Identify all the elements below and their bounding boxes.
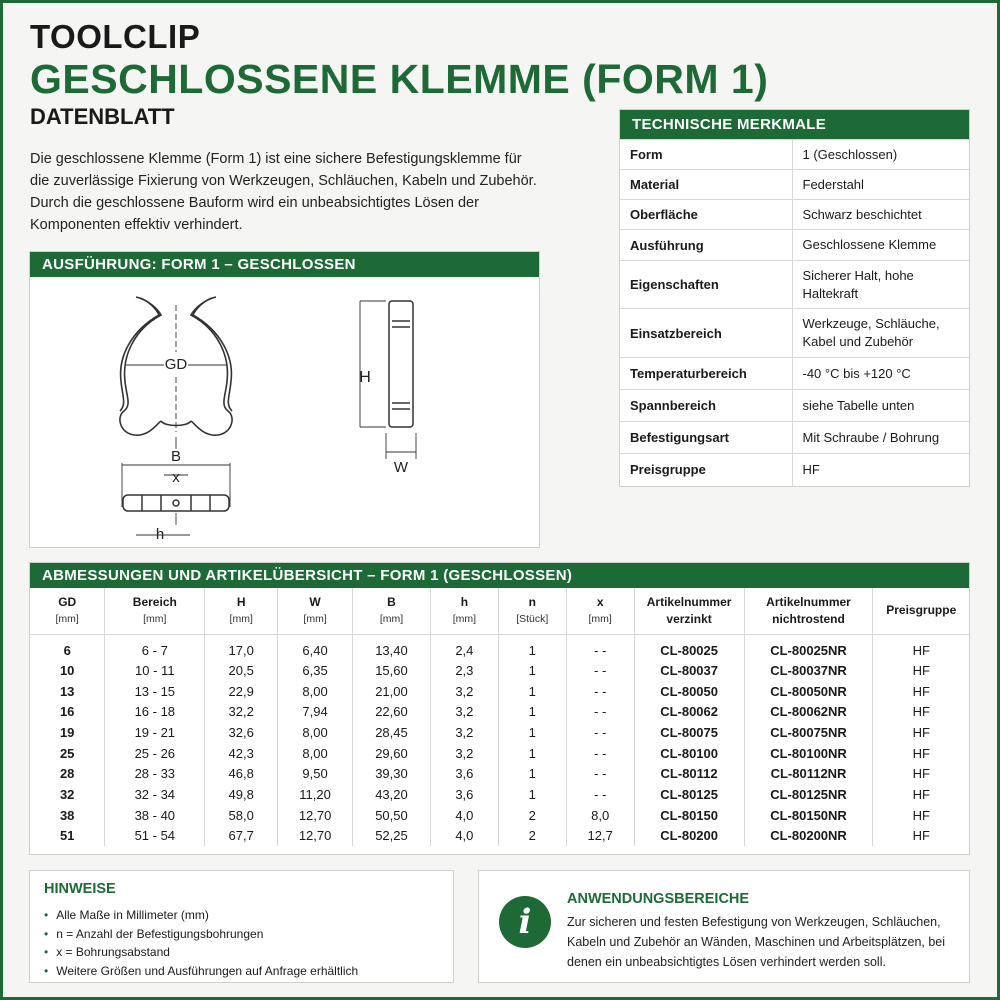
table-cell: 29,60: [353, 743, 431, 764]
table-cell: CL-80100NR: [744, 743, 873, 764]
table-cell: - -: [566, 701, 634, 722]
table-cell: - -: [566, 660, 634, 681]
tech-features-panel: [619, 109, 970, 487]
table-cell: - -: [566, 722, 634, 743]
table-cell: 3,2: [430, 681, 498, 702]
tech-row: [620, 230, 969, 261]
table-cell: HF: [873, 701, 969, 722]
table-cell: HF: [873, 660, 969, 681]
list-item: [44, 906, 358, 925]
table-cell: CL-80037NR: [744, 660, 873, 681]
column-unit: [mm]: [55, 612, 79, 625]
table-cell: 51: [59, 828, 75, 844]
table-row: [30, 634, 969, 660]
dimensions-heading: ABMESSUNGEN UND ARTIKELÜBERSICHT – FORM 1 (GESCHLOSSEN): [30, 563, 969, 588]
table-cell: 13,40: [353, 634, 431, 660]
table-cell: 2,4: [430, 634, 498, 660]
table-cell: CL-80062NR: [744, 701, 873, 722]
table-cell: HF: [873, 805, 969, 826]
table-cell: 10: [59, 662, 75, 678]
tech-key: Oberfläche: [620, 200, 792, 230]
tech-row: [620, 390, 969, 422]
column-header: [353, 588, 431, 634]
table-cell: 2: [498, 826, 566, 847]
label-width: W: [393, 459, 409, 476]
table-cell: CL-80112NR: [744, 763, 873, 784]
table-cell: 67,7: [205, 826, 278, 847]
tech-row: [620, 261, 969, 309]
notes-heading: HINWEISE: [44, 881, 116, 897]
table-cell: 6,35: [278, 660, 353, 681]
table-cell: 13: [59, 683, 75, 699]
table-cell: HF: [873, 826, 969, 847]
table-cell: - -: [566, 634, 634, 660]
clip-technical-drawing: [30, 277, 539, 547]
column-header: [430, 588, 498, 634]
table-row: [30, 722, 969, 743]
column-label: B: [387, 594, 396, 609]
column-label: Preisgruppe: [886, 603, 957, 618]
tech-row: [620, 422, 969, 454]
table-cell: 1: [498, 701, 566, 722]
table-cell: CL-80125: [634, 784, 744, 805]
tech-row: [620, 170, 969, 200]
page-title: GESCHLOSSENE KLEMME (FORM 1): [30, 56, 769, 102]
table-cell: 19: [59, 724, 75, 740]
table-cell: 1: [498, 722, 566, 743]
application-panel: [478, 870, 970, 983]
table-cell: 4,0: [430, 826, 498, 847]
table-cell: 28: [59, 766, 75, 782]
table-row: [30, 743, 969, 764]
table-cell: HF: [873, 634, 969, 660]
table-cell: CL-80200: [634, 826, 744, 847]
column-label: x: [596, 594, 604, 609]
tech-features-heading: TECHNISCHE MERKMALE: [620, 110, 969, 139]
table-cell: 38: [59, 807, 75, 823]
table-cell: CL-80062: [634, 701, 744, 722]
column-header: [744, 588, 873, 634]
tech-value: siehe Tabelle unten: [792, 390, 969, 422]
table-cell: CL-80200NR: [744, 826, 873, 847]
tech-key: Preisgruppe: [620, 454, 792, 486]
column-header: [30, 588, 105, 634]
column-header: [105, 588, 205, 634]
column-label: n: [528, 594, 536, 609]
table-cell: 4,0: [430, 805, 498, 826]
table-cell: CL-80150: [634, 805, 744, 826]
note-text: Weitere Größen und Ausführungen auf Anfrage erhältlich: [56, 963, 359, 978]
table-cell: CL-80075NR: [744, 722, 873, 743]
tech-value: HF: [792, 454, 969, 486]
table-cell: HF: [873, 784, 969, 805]
table-cell: 13 - 15: [105, 681, 205, 702]
column-header: [498, 588, 566, 634]
table-cell: HF: [873, 743, 969, 764]
column-label: Artikelnummer: [646, 594, 732, 609]
clip-side-view: [389, 301, 413, 427]
tech-value: Werkzeuge, Schläuche, Kabel und Zubehör: [792, 309, 969, 358]
table-cell: 49,8: [205, 784, 278, 805]
table-cell: 28,45: [353, 722, 431, 743]
tech-key: Ausführung: [620, 230, 792, 261]
column-unit: [Stück]: [516, 612, 549, 625]
table-cell: 10 - 11: [105, 660, 205, 681]
table-cell: 12,70: [278, 805, 353, 826]
clip-bottom-view: [123, 495, 229, 511]
column-label: Bereich: [132, 594, 177, 609]
tech-row: [620, 454, 969, 486]
table-cell: 3,6: [430, 784, 498, 805]
tech-row: [620, 358, 969, 390]
table-cell: 1: [498, 681, 566, 702]
note-text: n = Anzahl der Befestigungsbohrungen: [56, 926, 264, 941]
tech-value: Geschlossene Klemme: [792, 230, 969, 261]
table-cell: 9,50: [278, 763, 353, 784]
label-b: B: [170, 448, 182, 465]
table-row: [30, 805, 969, 826]
label-gd: GD: [164, 356, 188, 373]
table-cell: 1: [498, 784, 566, 805]
tech-key: Befestigungsart: [620, 422, 792, 454]
tech-value: 1 (Geschlossen): [792, 140, 969, 170]
table-cell: 6: [63, 642, 71, 658]
column-unit: nichtrostend: [772, 611, 845, 626]
table-cell: 11,20: [278, 784, 353, 805]
table-cell: 19 - 21: [105, 722, 205, 743]
column-unit: [mm]: [229, 612, 253, 625]
table-cell: 28 - 33: [105, 763, 205, 784]
table-cell: HF: [873, 681, 969, 702]
table-cell: 8,0: [566, 805, 634, 826]
table-cell: 3,6: [430, 763, 498, 784]
column-header: [205, 588, 278, 634]
tech-row: [620, 140, 969, 170]
table-cell: 32,6: [205, 722, 278, 743]
application-heading: ANWENDUNGSBEREICHE: [567, 891, 750, 907]
table-cell: CL-80050: [634, 681, 744, 702]
table-cell: 52,25: [353, 826, 431, 847]
table-cell: 39,30: [353, 763, 431, 784]
tech-key: Eigenschaften: [620, 261, 792, 309]
table-cell: CL-80025NR: [744, 634, 873, 660]
list-item: [44, 925, 358, 944]
table-cell: 15,60: [353, 660, 431, 681]
page-subtitle: DATENBLATT: [30, 104, 175, 129]
table-cell: 16 - 18: [105, 701, 205, 722]
table-cell: 6 - 7: [105, 634, 205, 660]
tech-features-table: [620, 139, 969, 486]
dimensions-panel: [29, 562, 970, 855]
column-unit: [mm]: [588, 612, 612, 625]
column-unit: [mm]: [452, 612, 477, 625]
table-cell: 12,7: [566, 826, 634, 847]
tech-value: Sicherer Halt, hohe Haltekraft: [792, 261, 969, 309]
table-cell: HF: [873, 763, 969, 784]
table-cell: CL-80100: [634, 743, 744, 764]
tech-key: Temperaturbereich: [620, 358, 792, 390]
table-cell: 16: [59, 704, 75, 720]
table-cell: 51 - 54: [105, 826, 205, 847]
column-unit: [mm]: [143, 612, 167, 625]
table-cell: CL-80125NR: [744, 784, 873, 805]
column-label: h: [460, 594, 469, 609]
table-cell: - -: [566, 743, 634, 764]
table-cell: HF: [873, 722, 969, 743]
table-cell: 43,20: [353, 784, 431, 805]
note-text: x = Bohrungsabstand: [56, 945, 170, 959]
table-row: [30, 660, 969, 681]
table-cell: CL-80025: [634, 634, 744, 660]
column-header: [278, 588, 353, 634]
tech-row: [620, 200, 969, 230]
notes-panel: [29, 870, 454, 983]
table-cell: - -: [566, 784, 634, 805]
table-cell: CL-80075: [634, 722, 744, 743]
table-row: [30, 681, 969, 702]
column-label: GD: [58, 594, 77, 609]
tech-value: Mit Schraube / Bohrung: [792, 422, 969, 454]
tech-key: Einsatzbereich: [620, 309, 792, 358]
tech-key: Spannbereich: [620, 390, 792, 422]
list-item: [44, 962, 358, 981]
table-row: [30, 784, 969, 805]
table-cell: 22,9: [205, 681, 278, 702]
tech-value: Schwarz beschichtet: [792, 200, 969, 230]
table-cell: 46,8: [205, 763, 278, 784]
tech-key: Form: [620, 140, 792, 170]
table-cell: 32,2: [205, 701, 278, 722]
table-cell: 6,40: [278, 634, 353, 660]
intro-text: Die geschlossene Klemme (Form 1) ist eine sichere Befestigungsklemme für die zuverlässige Fixierung von Werkzeugen, Schläuchen, Kabeln und Zubehör. Durch die geschlossene Bauform wird ein unbeabsichtigtes Lösen der Komponenten effektiv verhindert.: [30, 151, 537, 233]
note-text: Alle Maße in Millimeter (mm): [56, 908, 209, 922]
table-cell: 3,2: [430, 743, 498, 764]
column-header: [566, 588, 634, 634]
table-cell: - -: [566, 763, 634, 784]
tech-value: -40 °C bis +120 °C: [792, 358, 969, 390]
table-cell: 20,5: [205, 660, 278, 681]
table-cell: 8,00: [278, 722, 353, 743]
column-unit: verzinkt: [666, 611, 712, 626]
dimension-lines: [122, 301, 416, 535]
table-row: [30, 701, 969, 722]
table-cell: 7,94: [278, 701, 353, 722]
tech-row: [620, 309, 969, 358]
column-unit: [mm]: [379, 612, 404, 625]
table-cell: 32: [59, 786, 75, 802]
table-cell: 22,60: [353, 701, 431, 722]
table-cell: 3,2: [430, 701, 498, 722]
table-cell: CL-80050NR: [744, 681, 873, 702]
table-cell: 21,00: [353, 681, 431, 702]
column-header: [873, 588, 969, 634]
table-cell: 8,00: [278, 743, 353, 764]
brand-title: TOOLCLIP: [30, 18, 201, 55]
table-cell: 25 - 26: [105, 743, 205, 764]
column-header: [634, 588, 744, 634]
table-cell: 3,2: [430, 722, 498, 743]
label-height: H: [359, 369, 371, 386]
table-cell: 38 - 40: [105, 805, 205, 826]
table-cell: 2: [498, 805, 566, 826]
table-cell: CL-80112: [634, 763, 744, 784]
column-unit: [mm]: [303, 612, 327, 625]
notes-list: [44, 906, 358, 980]
table-row: [30, 763, 969, 784]
table-cell: 1: [498, 763, 566, 784]
label-h-small: h: [155, 526, 165, 543]
application-text: Zur sicheren und festen Befestigung von Werkzeugen, Schläuchen, Kabeln und Zubehör an Wänden, Maschinen und Arbeitsplätzen, bei denen ein unbeabsichtigtes Lösen verhindert werden soll.: [567, 915, 946, 969]
table-cell: 58,0: [205, 805, 278, 826]
table-cell: 50,50: [353, 805, 431, 826]
label-x: x: [172, 469, 180, 486]
table-row: [30, 826, 969, 847]
table-cell: 8,00: [278, 681, 353, 702]
column-label: Artikelnummer: [766, 594, 851, 609]
table-cell: 17,0: [205, 634, 278, 660]
tech-key: Material: [620, 170, 792, 200]
drawing-panel: [29, 251, 540, 548]
table-cell: - -: [566, 681, 634, 702]
tech-value: Federstahl: [792, 170, 969, 200]
table-cell: 25: [59, 745, 75, 761]
column-label: H: [236, 594, 246, 609]
table-cell: 1: [498, 743, 566, 764]
table-cell: 32 - 34: [105, 784, 205, 805]
table-cell: 12,70: [278, 826, 353, 847]
table-cell: 1: [498, 660, 566, 681]
table-cell: 1: [498, 634, 566, 660]
table-cell: CL-80150NR: [744, 805, 873, 826]
table-cell: 2,3: [430, 660, 498, 681]
info-icon: i: [499, 896, 551, 948]
table-cell: CL-80037: [634, 660, 744, 681]
dimensions-table: [30, 588, 969, 846]
drawing-heading: AUSFÜHRUNG: FORM 1 – GESCHLOSSEN: [30, 252, 539, 277]
column-label: W: [309, 594, 321, 609]
table-cell: 42,3: [205, 743, 278, 764]
list-item: [44, 943, 358, 962]
